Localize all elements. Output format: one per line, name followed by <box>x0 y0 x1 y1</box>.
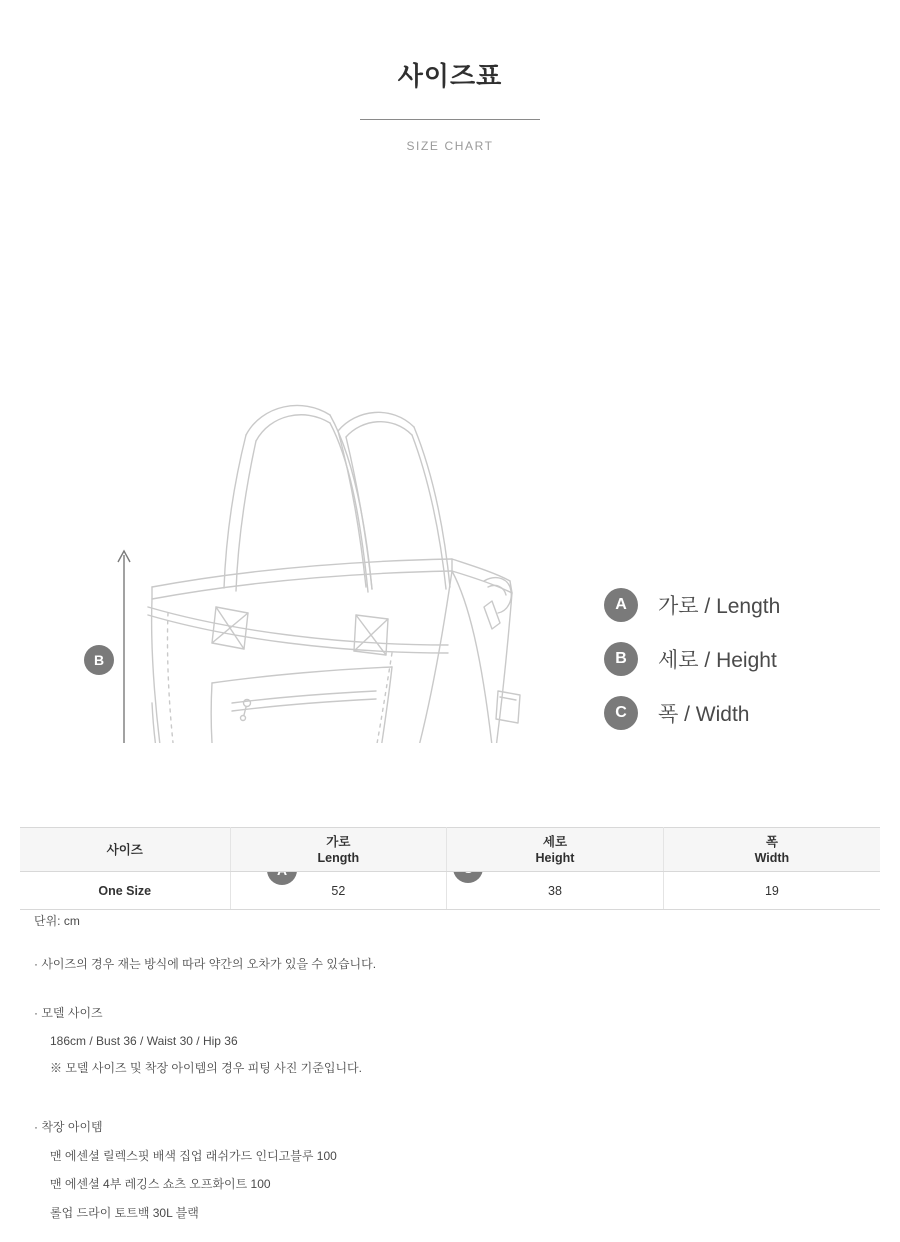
legend-row-length <box>604 578 884 632</box>
cell-size: One Size <box>20 872 230 910</box>
cell-height: 38 <box>447 872 664 910</box>
col-width <box>663 828 880 872</box>
legend-badge-b: B <box>604 642 638 676</box>
diagram-badge-height: B <box>84 645 114 675</box>
legend-badge-c: C <box>604 696 638 730</box>
col-height-kr: 세로 <box>542 834 568 849</box>
col-height-en: Height <box>535 850 575 865</box>
col-size-kr: 사이즈 <box>106 842 143 857</box>
legend-row-width <box>604 686 884 740</box>
worn-items-heading: · 착장 아이템 <box>34 1119 103 1134</box>
col-length-en: Length <box>317 850 360 865</box>
col-width-kr: 폭 <box>765 834 778 849</box>
page-header <box>0 0 900 153</box>
table-header-row <box>20 828 880 872</box>
height-arrow <box>118 551 130 743</box>
legend-row-height <box>604 632 884 686</box>
model-size-note: ※ 모델 사이즈 및 착장 아이템의 경우 피팅 사진 기준입니다. <box>50 1060 362 1075</box>
cell-width: 19 <box>663 872 880 910</box>
page-title: 사이즈표 <box>397 61 503 91</box>
spacer-1 <box>34 978 874 1004</box>
legend-label-length: 가로 / Length <box>658 595 781 618</box>
model-size-heading: · 모델 사이즈 <box>34 1006 103 1021</box>
col-width-en: Width <box>754 850 790 865</box>
legend-badge-a: A <box>604 588 638 622</box>
table-row <box>20 872 880 910</box>
col-length-kr: 가로 <box>326 834 351 849</box>
page-subtitle: SIZE CHART <box>406 139 494 153</box>
bag-diagram <box>0 183 900 743</box>
cell-length: 52 <box>230 872 447 910</box>
size-table <box>20 827 880 910</box>
tolerance-note: · 사이즈의 경우 재는 방식에 따라 약간의 오차가 있을 수 있습니다. <box>34 957 377 972</box>
legend-label-height: 세로 / Height <box>658 649 777 672</box>
model-size-spec: 186cm / Bust 36 / Waist 30 / Hip 36 <box>50 1033 238 1048</box>
legend-label-width: 폭 / Width <box>658 703 750 726</box>
worn-item-2: 맨 에센셜 4부 레깅스 쇼츠 오프화이트 100 <box>50 1177 271 1192</box>
legend <box>604 578 884 740</box>
worn-item-1: 맨 에센셜 릴렉스핏 배색 집업 래쉬가드 인디고블루 100 <box>50 1149 337 1164</box>
title-divider <box>360 119 540 120</box>
spacer-2 <box>34 1082 874 1108</box>
notes-section <box>34 912 874 1227</box>
size-table-wrapper <box>20 827 880 910</box>
col-height <box>447 828 664 872</box>
worn-item-3: 롤업 드라이 토트백 30L 블랙 <box>50 1205 199 1220</box>
col-length <box>230 828 447 872</box>
unit-note: 단위: cm <box>34 914 80 928</box>
col-size <box>20 828 230 872</box>
